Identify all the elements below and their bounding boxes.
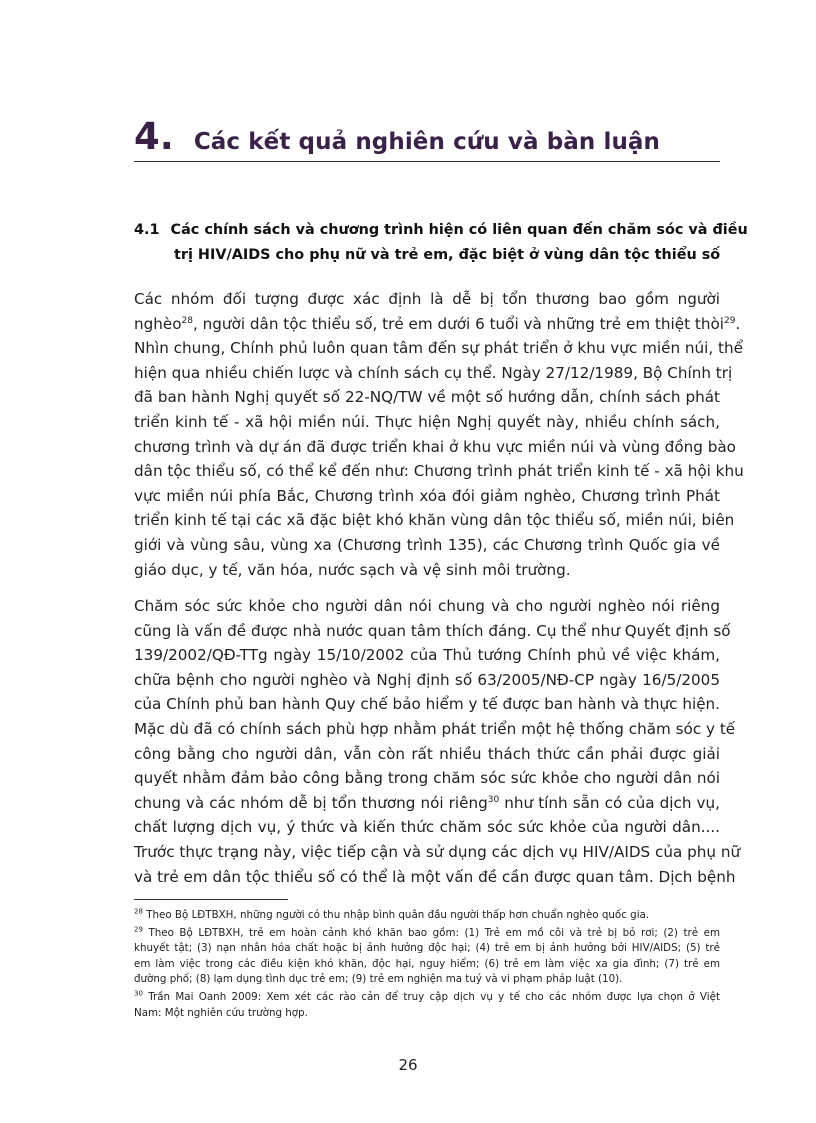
footnote-28 <box>134 908 720 924</box>
footnote-30 <box>134 990 720 1021</box>
chapter-heading <box>134 115 720 158</box>
paragraph-line: Chăm sóc sức khỏe cho người dân nói chung và cho người nghèo nói riêng <box>134 597 720 615</box>
paragraph-1 <box>134 287 744 582</box>
paragraph-line: công bằng cho người dân, vẫn còn rất nhiều thách thức cần phải được giải <box>134 744 720 763</box>
paragraph-line: đã ban hành Nghị quyết số 22-NQ/TW về một số hướng dẫn, chính sách phát <box>134 388 720 407</box>
footnote-marker: 28 <box>134 907 143 916</box>
paragraph-line: chất lượng dịch vụ, ý thức và kiến thức chăm sóc sức khỏe của người dân.... <box>134 818 720 837</box>
paragraph-line: triển kinh tế - xã hội miền núi. Thực hiện Nghị quyết này, nhiều chính sách, <box>134 412 720 431</box>
footnote-29 <box>134 926 720 988</box>
text-segment: nghèo <box>134 314 182 333</box>
footnote-ref-29[interactable]: 29 <box>723 315 736 326</box>
chapter-divider <box>134 161 720 162</box>
paragraph-line: chương trình và dự án đã được triển khai ở khu vực miền núi và vùng đồng bào <box>134 437 736 456</box>
footnote-marker: 29 <box>134 925 143 934</box>
section-title-line-2: trị HIV/AIDS cho phụ nữ và trẻ em, đặc biệt ở vùng dân tộc thiểu số <box>174 247 721 263</box>
paragraph-line: 139/2002/QĐ-TTg ngày 15/10/2002 của Thủ tướng Chính phủ về việc khám, <box>134 646 720 665</box>
paragraph-line: Trước thực trạng này, việc tiếp cận và sử dụng các dịch vụ HIV/AIDS của phụ nữ <box>134 842 741 861</box>
paragraph-line: dân tộc thiểu số, có thể kể đến như: Chương trình phát triển kinh tế - xã hội khu <box>134 462 744 481</box>
footnotes <box>134 908 720 1023</box>
text-segment: như tính sẵn có của dịch vụ, <box>499 793 720 812</box>
text-segment: , người dân tộc thiểu số, trẻ em dưới 6 tuổi và những trẻ em thiệt thòi <box>192 314 724 333</box>
footnote-ref-30[interactable]: 30 <box>487 794 500 805</box>
footnote-line <box>134 908 720 924</box>
section-number: 4.1 <box>134 222 160 238</box>
section-title-line-1: Các chính sách và chương trình hiện có liên quan đến chăm sóc và điều <box>170 222 748 238</box>
paragraph-line: Nhìn chung, Chính phủ luôn quan tâm đến sự phát triển ở khu vực miền núi, thể <box>134 339 743 358</box>
footnote-text: Theo Bộ LĐTBXH, trẻ em hoàn cảnh khó khăn bao gồm: (1) Trẻ em mồ côi và trẻ bị bỏ rơi; (2) trẻ em <box>148 926 720 939</box>
paragraph-2 <box>134 594 741 889</box>
footnote-text: Trần Mai Oanh 2009: Xem xét các rào cản để truy cập dịch vụ y tế cho các nhóm được lựa chọn ở Việt <box>148 990 720 1003</box>
footnote-ref-28[interactable]: 28 <box>181 315 193 326</box>
footnote-text: Theo Bộ LĐTBXH, những người có thu nhập bình quân đầu người thấp hơn chuẩn nghèo quốc gia. <box>146 909 650 921</box>
footnote-marker: 30 <box>134 989 143 998</box>
paragraph-line: của Chính phủ ban hành Quy chế bảo hiểm y tế được ban hành và thực hiện. <box>134 695 720 714</box>
paragraph-line: Mặc dù đã có chính sách phù hợp nhằm phát triển một hệ thống chăm sóc y tế <box>134 719 736 738</box>
text-segment: . <box>735 314 741 333</box>
footnote-separator <box>134 899 288 900</box>
footnote-line <box>134 990 720 1006</box>
paragraph-line: giới và vùng sâu, vùng xa (Chương trình 135), các Chương trình Quốc gia về <box>134 535 720 554</box>
footnote-line: em làm việc trong các điều kiện khó khăn, độc hại, nguy hiểm; (6) trẻ em làm việc xa gia đình; (7) trẻ em <box>134 957 720 970</box>
footnote-line: Nam: Một nghiên cứu trường hợp. <box>134 1006 308 1019</box>
paragraph-line <box>134 312 741 337</box>
footnote-line: đường phố; (8) lạm dụng tình dục trẻ em; (9) trẻ em nghiện ma tuý và vi phạm pháp luật (10). <box>134 973 623 986</box>
text-segment: chung và các nhóm dễ bị tổn thương nói riêng <box>134 793 488 812</box>
paragraph-line: Các nhóm đối tượng được xác định là dễ bị tổn thương bao gồm người <box>134 290 720 308</box>
footnote-line: khuyết tật; (3) nạn nhân hóa chất hoặc bị ảnh hưởng độc hại; (4) trẻ em bị ảnh hưởng bởi HIV/AIDS; (5) trẻ <box>134 942 720 955</box>
paragraph-line: hiện qua nhiều chiến lược và chính sách cụ thể. Ngày 27/12/1989, Bộ Chính trị <box>134 363 733 382</box>
section-heading <box>134 218 748 268</box>
paragraph-line: triển kinh tế tại các xã đặc biệt khó khăn vùng dân tộc thiểu số, miền núi, biên <box>134 511 735 530</box>
paragraph-line: vực miền núi phía Bắc, Chương trình xóa đói giảm nghèo, Chương trình Phát <box>134 486 720 505</box>
paragraph-line: giáo dục, y tế, văn hóa, nước sạch và vệ sinh môi trường. <box>134 560 571 579</box>
page-number: 26 <box>398 1056 418 1074</box>
paragraph-line: chữa bệnh cho người nghèo và Nghị định số 63/2005/NĐ-CP ngày 16/5/2005 <box>134 670 720 689</box>
chapter-number: 4. <box>134 115 174 158</box>
paragraph-line: quyết nhằm đảm bảo công bằng trong chăm sóc sức khỏe cho người dân nói <box>134 769 720 788</box>
footnote-line <box>134 926 720 942</box>
paragraph-line: và trẻ em dân tộc thiểu số có thể là một vấn đề cần được quan tâm. Dịch bệnh <box>134 867 736 886</box>
paragraph-line: cũng là vấn đề được nhà nước quan tâm thích đáng. Cụ thể như Quyết định số <box>134 621 731 640</box>
chapter-title: Các kết quả nghiên cứu và bàn luận <box>193 129 661 155</box>
paragraph-line <box>134 791 720 816</box>
